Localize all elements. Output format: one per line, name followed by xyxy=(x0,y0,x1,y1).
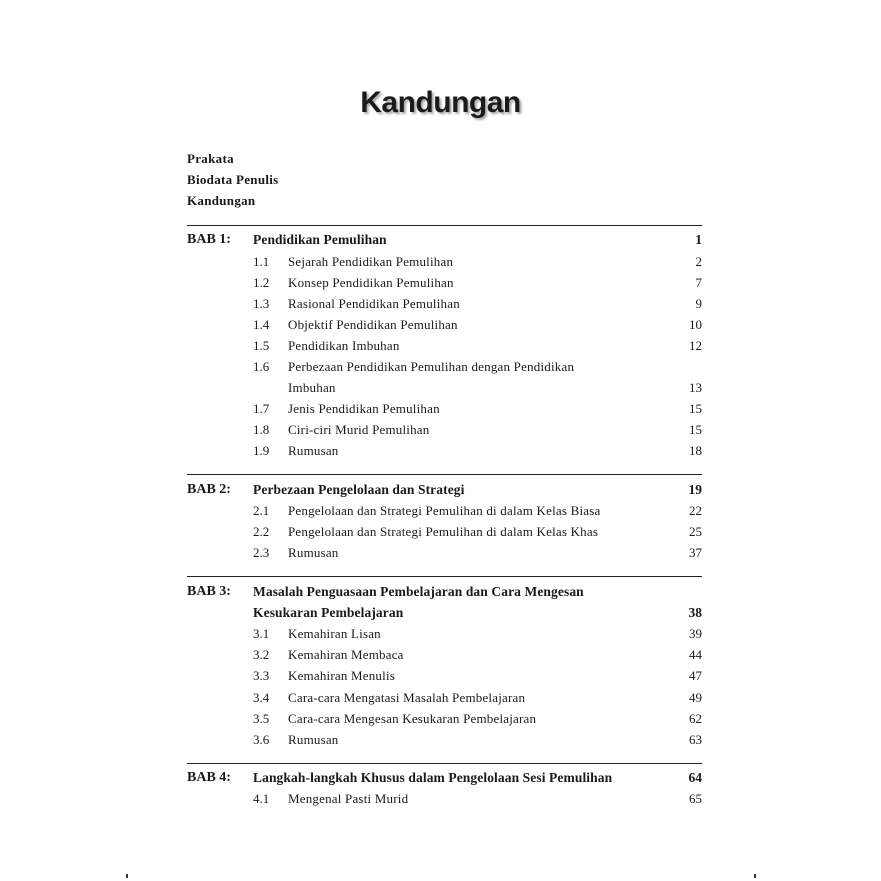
section-page: 12 xyxy=(689,338,702,353)
chapter-page: 1 xyxy=(695,232,702,247)
section-page: 25 xyxy=(689,524,702,539)
section-title: Objektif Pendidikan Pemulihan xyxy=(288,317,458,332)
section-page: 22 xyxy=(689,503,702,518)
section-title: Cara-cara Mengesan Kesukaran Pembelajaran xyxy=(288,711,537,726)
section-page: 49 xyxy=(689,690,702,705)
section-title: Kemahiran Membaca xyxy=(288,647,404,662)
chapter-divider xyxy=(187,763,702,764)
section-number: 1.1 xyxy=(253,254,270,269)
section-number: 1.2 xyxy=(253,275,270,290)
section-number: 1.6 xyxy=(253,359,270,374)
section-page: 13 xyxy=(689,380,702,395)
section-number: 3.4 xyxy=(253,690,270,705)
section-title: Kemahiran Lisan xyxy=(288,626,381,641)
section-title: Pengelolaan dan Strategi Pemulihan di dalam Kelas Biasa xyxy=(288,503,601,518)
section-page: 2 xyxy=(695,254,702,269)
section-number: 2.1 xyxy=(253,503,270,518)
section-title: Ciri-ciri Murid Pemulihan xyxy=(288,422,430,437)
section-title: Rasional Pendidikan Pemulihan xyxy=(288,296,460,311)
section-number: 1.9 xyxy=(253,443,270,458)
section-number: 2.2 xyxy=(253,524,270,539)
chapter-title: Pendidikan Pemulihan xyxy=(253,232,387,247)
section-title: Pendidikan Imbuhan xyxy=(288,338,400,353)
front-matter-biodata: Biodata Penulis xyxy=(187,172,279,187)
crop-mark xyxy=(126,874,128,878)
section-page: 7 xyxy=(695,275,702,290)
section-title: Rumusan xyxy=(288,443,339,458)
front-matter-prakata: Prakata xyxy=(187,151,234,166)
section-page: 62 xyxy=(689,711,702,726)
crop-mark xyxy=(754,874,756,878)
section-number: 3.5 xyxy=(253,711,270,726)
chapter-divider xyxy=(187,225,702,226)
section-title: Kemahiran Menulis xyxy=(288,668,396,683)
chapter-label: BAB 1: xyxy=(187,232,231,247)
chapter-page: 64 xyxy=(688,770,702,785)
section-page: 10 xyxy=(689,317,702,332)
section-number: 2.3 xyxy=(253,545,270,560)
chapter-page: 38 xyxy=(688,605,702,620)
section-page: 39 xyxy=(689,626,702,641)
section-page: 44 xyxy=(689,647,702,662)
section-page: 63 xyxy=(689,732,702,747)
section-number: 1.7 xyxy=(253,401,270,416)
section-title: Perbezaan Pendidikan Pemulihan dengan Pendidikan xyxy=(288,359,575,374)
section-number: 3.3 xyxy=(253,668,270,683)
section-number: 3.2 xyxy=(253,647,270,662)
section-number: 1.4 xyxy=(253,317,270,332)
section-title: Cara-cara Mengatasi Masalah Pembelajaran xyxy=(288,690,526,705)
section-page: 15 xyxy=(689,422,702,437)
section-title: Sejarah Pendidikan Pemulihan xyxy=(288,254,454,269)
section-title: Jenis Pendidikan Pemulihan xyxy=(288,401,440,416)
section-title: Konsep Pendidikan Pemulihan xyxy=(288,275,454,290)
section-number: 1.5 xyxy=(253,338,270,353)
section-number: 3.6 xyxy=(253,732,270,747)
chapter-label: BAB 4: xyxy=(187,770,231,785)
section-number: 1.3 xyxy=(253,296,270,311)
section-page: 47 xyxy=(689,668,702,683)
front-matter-kandungan: Kandungan xyxy=(187,193,256,208)
section-number: 1.8 xyxy=(253,422,270,437)
section-page: 15 xyxy=(689,401,702,416)
chapter-label: BAB 2: xyxy=(187,482,231,497)
chapter-label: BAB 3: xyxy=(187,584,231,599)
chapter-title: Langkah-langkah Khusus dalam Pengelolaan Sesi Pemulihan xyxy=(253,770,613,785)
chapter-title-continued: Kesukaran Pembelajaran xyxy=(253,605,404,620)
section-page: 65 xyxy=(689,791,702,806)
chapter-title: Perbezaan Pengelolaan dan Strategi xyxy=(253,482,465,497)
section-page: 37 xyxy=(689,545,702,560)
section-title: Rumusan xyxy=(288,545,339,560)
chapter-page: 19 xyxy=(688,482,702,497)
section-number: 4.1 xyxy=(253,791,270,806)
section-page: 9 xyxy=(695,296,702,311)
chapter-divider xyxy=(187,474,702,475)
section-number: 3.1 xyxy=(253,626,270,641)
section-title: Pengelolaan dan Strategi Pemulihan di dalam Kelas Khas xyxy=(288,524,599,539)
section-title: Mengenal Pasti Murid xyxy=(288,791,409,806)
chapter-title: Masalah Penguasaan Pembelajaran dan Cara Mengesan xyxy=(253,584,584,599)
section-page: 18 xyxy=(689,443,702,458)
chapter-divider xyxy=(187,576,702,577)
section-title: Rumusan xyxy=(288,732,339,747)
section-title-continued: Imbuhan xyxy=(288,380,336,395)
page-title: Kandungan xyxy=(360,86,521,119)
